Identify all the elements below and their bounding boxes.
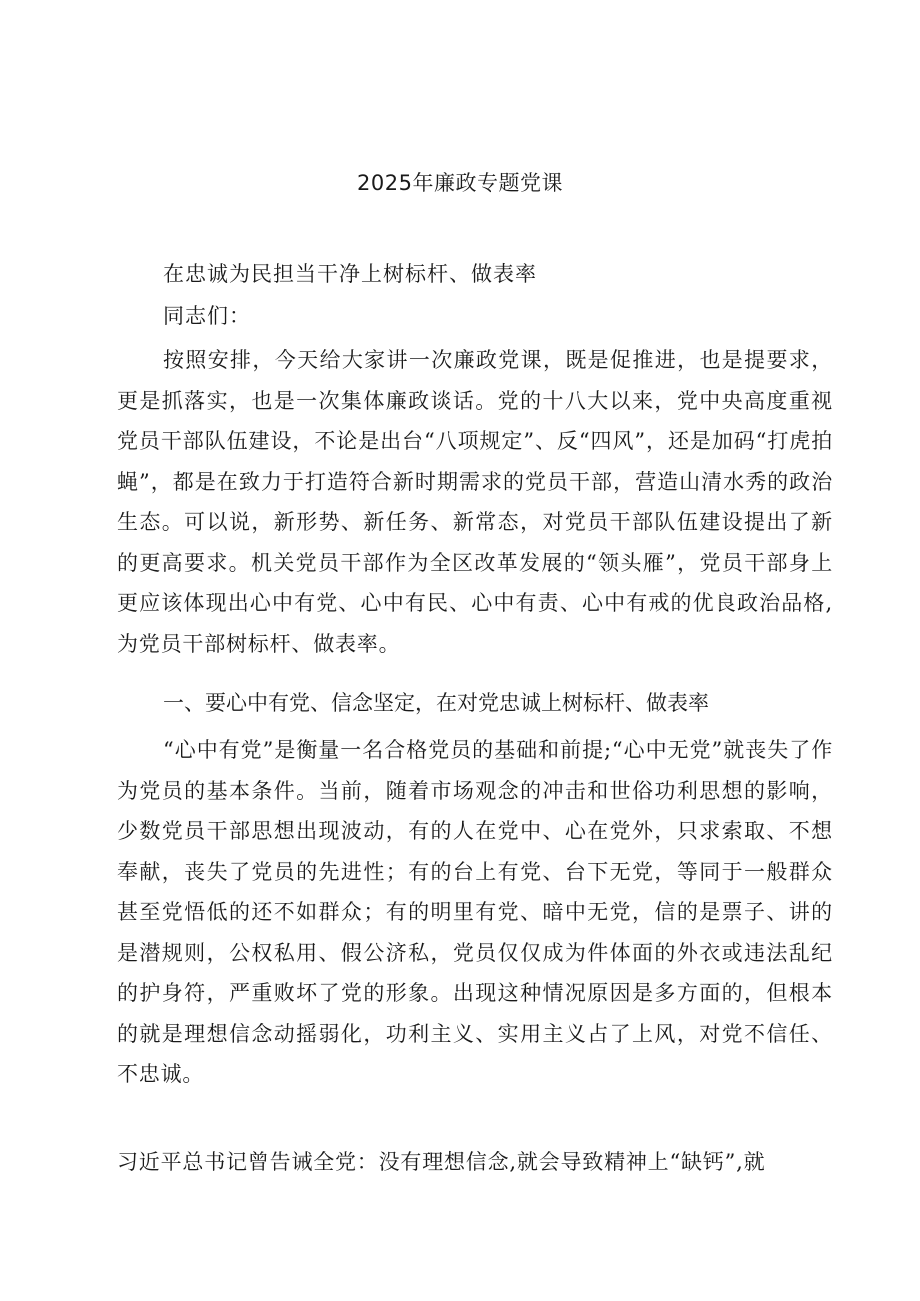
salutation: 同志们： bbox=[163, 304, 251, 328]
document-title: 2025年廉政专题党课 bbox=[357, 171, 563, 195]
paragraph-intro: 按照安排，今天给大家讲一次廉政党课，既是促推进，也是提要求，更是抓落实，也是一次集体廉政谈话。党的十八大以来，党中央高度重视党员干部队伍建设，不论是出台“八项规定”、反“四风”，还是加码“打虎拍蝇”，都是在致力于打造符合新时期需求的党员干部，营造山清水秀的政治生态。可以说，新形势、新任务、新常态，对党员干部队伍建设提出了新的更高要求。机关党员干部作为全区改革发展的“领头雁”，党员干部身上更应该体现出心中有党、心中有民、心中有责、心中有戒的优良政治品格,为党员干部树标杆、做表率。 bbox=[117, 348, 833, 656]
paragraph-quote: 习近平总书记曾告诫全党：没有理想信念,就会导致精神上“缺钙”,就 bbox=[117, 1150, 766, 1174]
document-subtitle: 在忠诚为民担当干净上树标杆、做表率 bbox=[163, 262, 537, 286]
section-heading-1: 一、要心中有党、信念坚定，在对党忠诚上树标杆、做表率 bbox=[163, 691, 709, 715]
paragraph-section-1: “心中有党”是衡量一名合格党员的基础和前提;“心中无党”就丧失了作为党员的基本条件。当前，随着市场观念的冲击和世俗功利思想的影响，少数党员干部思想出现波动，有的人在党中、心在党外，只求索取、不想奉献，丧失了党员的先进性；有的台上有党、台下无党，等同于一般群众甚至党悟低的还不如群众；有的明里有党、暗中无党，信的是票子、讲的是潜规则，公权私用、假公济私，党员仅仅成为件体面的外衣或违法乱纪的护身符，严重败坏了党的形象。出现这种情况原因是多方面的，但根本的就是理想信念动摇弱化，功利主义、实用主义占了上风，对党不信任、不忠诚。 bbox=[117, 738, 833, 1086]
